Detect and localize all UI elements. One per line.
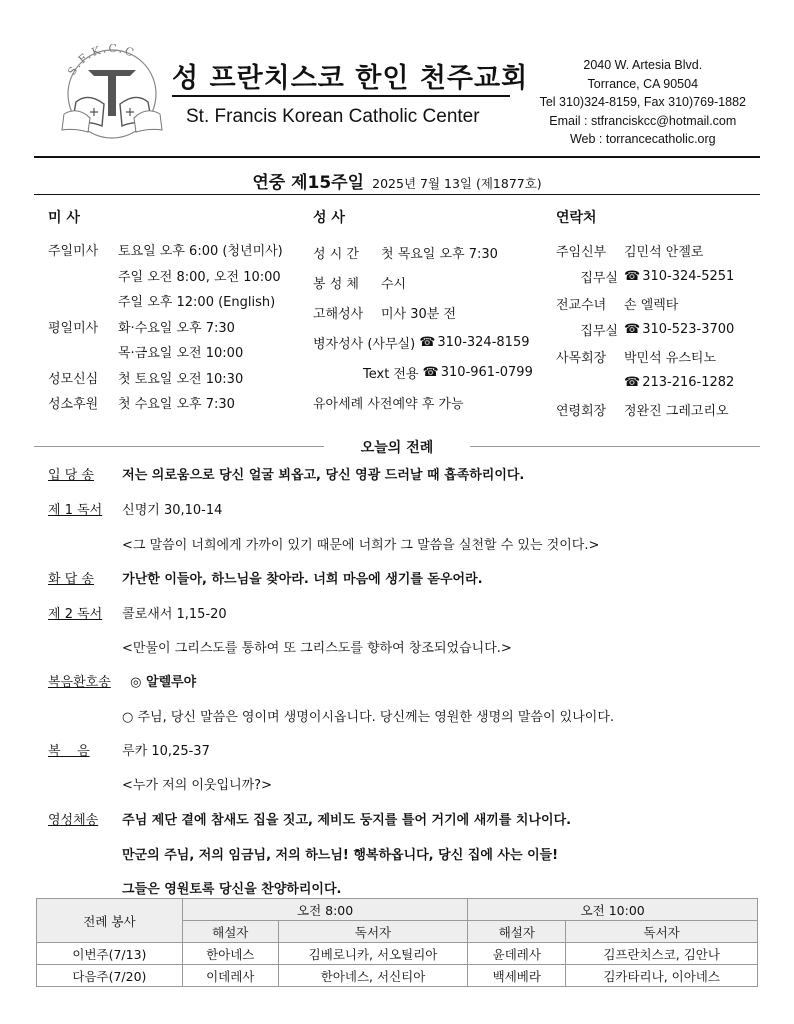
sacrament-value: 미사 30분 전 [381, 306, 457, 322]
mass-label: 평일미사 [48, 320, 99, 336]
rota-lector-10am: 김카타리나, 이아네스 [566, 965, 758, 987]
mass-time: 화·수요일 오후 7:30 [118, 320, 235, 336]
mass-time: 토요일 오후 6:00 (청년미사) [118, 244, 283, 260]
gospel-acclamation [48, 671, 196, 690]
email: Email : stfranciskcc@hotmail.com [549, 113, 737, 128]
rota-lector-8am: 한아네스, 서신티아 [278, 965, 468, 987]
contact-name: 박민석 유스티노 [624, 350, 717, 366]
gospel-summary: <누가 저의 이웃입니까?> [122, 778, 272, 793]
week-divider [34, 194, 760, 195]
sacrament-row [313, 327, 533, 357]
sacrament-value: 첫 목요일 오후 7:30 [381, 246, 498, 262]
first-reading-ref: 신명기 30,10-14 [122, 503, 223, 518]
first-reading [48, 499, 222, 518]
alleluia-text: ◎ 알렐루야 [130, 675, 197, 690]
alleluia-label: 복음환호송 [48, 675, 111, 690]
week-title-bar [0, 168, 794, 193]
mass-row [48, 263, 283, 289]
sacrament-value: 수시 [381, 276, 407, 292]
contact-phone: 310-523-3700 [642, 322, 735, 338]
contacts [556, 207, 734, 423]
rota-commentator-header: 해설자 [468, 921, 566, 943]
week-title: 연중 제15주일 [252, 173, 364, 193]
rota-week: 다음주(7/20) [37, 965, 183, 987]
mass-row [48, 314, 283, 340]
contact-row [556, 237, 734, 264]
sacrament-label: 병자성사 (사무실) [313, 336, 416, 352]
top-divider [34, 156, 760, 158]
contact-name: 정완진 그레고리오 [624, 403, 729, 419]
gospel-label: 복 음 [48, 744, 90, 759]
second-reading-ref: 콜로새서 1,15-20 [122, 607, 227, 622]
sacrament-schedule [313, 207, 533, 417]
psalm-label: 화 답 송 [48, 572, 94, 587]
sacrament-row [313, 237, 533, 267]
responsorial-psalm [48, 568, 483, 587]
sacrament-row [313, 297, 533, 327]
phone-icon: ☎ [422, 364, 439, 380]
communion-antiphon [48, 809, 571, 828]
rota-lector-header: 독서자 [278, 921, 468, 943]
sacrament-label: 고해성사 [313, 306, 364, 322]
contact-row [556, 343, 734, 370]
mass-time: 첫 토요일 오전 10:30 [118, 371, 244, 387]
first-reading-label: 제 1 독서 [48, 503, 103, 518]
mass-row [48, 390, 283, 416]
mass-time: 첫 수요일 오후 7:30 [118, 397, 235, 413]
entrance-antiphon [48, 464, 524, 483]
contact-label: 연령회장 [556, 403, 607, 419]
mass-schedule [48, 207, 283, 416]
mass-label: 주일미사 [48, 244, 99, 260]
rota-commentator-8am: 한아네스 [182, 943, 278, 965]
mass-row [48, 365, 283, 391]
contact-row [556, 396, 734, 423]
entrance-text: 저는 의로움으로 당신 얼굴 뵈옵고, 당신 영광 드러날 때 흡족하리이다. [122, 468, 525, 483]
contact-name: 김민석 안젤로 [624, 244, 704, 260]
contact-label: 집무실 [580, 324, 618, 340]
sacrament-row [313, 357, 533, 387]
mass-heading: 미 사 [48, 210, 80, 226]
contact-row [556, 290, 734, 317]
rota-week: 이번주(7/13) [37, 943, 183, 965]
rota-row [37, 943, 758, 965]
mass-row [48, 288, 283, 314]
mass-time: 주일 오후 12:00 (English) [118, 295, 276, 311]
church-name-english: St. Francis Korean Catholic Center [186, 106, 480, 127]
contact-phone: 213-216-1282 [642, 375, 735, 391]
communion-label: 영성체송 [48, 813, 99, 828]
second-reading [48, 603, 227, 622]
phone-icon: ☎ [624, 269, 641, 285]
second-reading-label: 제 2 독서 [48, 607, 103, 622]
contact-label: 집무실 [580, 271, 618, 287]
address-line2: Torrance, CA 90504 [587, 76, 699, 91]
rota-row [37, 965, 758, 987]
website: Web : torrancecatholic.org [569, 132, 716, 146]
rota-mass1: 오전 8:00 [182, 899, 468, 921]
rota-commentator-header: 해설자 [182, 921, 278, 943]
sacrament-row [313, 267, 533, 297]
gospel [48, 740, 210, 759]
logo-text: S.F.K.C.C [65, 42, 138, 78]
rota-lector-8am: 김베로니카, 서오틸리아 [278, 943, 468, 965]
contact-label: 전교수녀 [556, 297, 607, 313]
contacts-heading: 연락처 [556, 210, 597, 226]
mass-label: 성소후원 [48, 397, 99, 413]
sacrament-heading: 성 사 [313, 210, 345, 226]
rota-commentator-10am: 윤데레사 [468, 943, 566, 965]
contact-row [556, 370, 734, 397]
mass-time: 목·금요일 오전 10:00 [118, 346, 244, 362]
psalm-text: 가난한 이들아, 하느님을 찾아라. 너희 마음에 생기를 돋우어라. [122, 572, 483, 587]
communion-line3: 그들은 영원토록 당신을 찬양하리이다. [122, 882, 342, 897]
communion-line2: 만군의 주님, 저의 임금님, 저의 하느님! 행복하옵니다, 당신 집에 사는 이들! [122, 848, 559, 863]
week-date: 2025년 7월 13일 (제1877호) [372, 176, 542, 191]
church-contact-block [540, 56, 746, 149]
sacrament-label: 성 시 간 [313, 246, 359, 262]
contact-row [556, 317, 734, 344]
first-reading-summary: <그 말씀이 너희에게 가까이 있기 때문에 너희가 그 말씀을 실천할 수 있는 것이다.> [122, 538, 600, 553]
rota-lector-10am: 김프란치스코, 김안나 [566, 943, 758, 965]
address-line1: 2040 W. Artesia Blvd. [583, 58, 703, 72]
rota-corner: 전례 봉사 [37, 899, 183, 943]
mass-label: 성모신심 [48, 371, 99, 387]
phone-icon: ☎ [624, 375, 641, 391]
church-logo [58, 42, 166, 142]
phone-icon: ☎ [419, 334, 436, 350]
sacrament-value: 310-324-8159 [437, 334, 530, 350]
contact-name: 손 엘렉타 [624, 297, 679, 313]
second-reading-summary: <만물이 그리스도를 통하여 또 그리스도를 향하여 창조되었습니다.> [122, 641, 512, 656]
rota-mass2: 오전 10:00 [468, 899, 758, 921]
sacrament-row [313, 387, 533, 417]
tel-fax: Tel 310)324-8159, Fax 310)769-1882 [539, 95, 746, 109]
communion-line1: 주님 제단 곁에 참새도 집을 짓고, 제비도 둥지를 틀어 거기에 새끼를 치나이다. [122, 813, 572, 828]
church-name-korean: 성 프란치스코 한인 천주교회 [172, 63, 529, 94]
mass-row [48, 237, 283, 263]
sacrament-label: Text 전용 [363, 366, 419, 382]
ministry-rota-table [36, 898, 758, 987]
gospel-ref: 루카 10,25-37 [122, 744, 210, 759]
sacrament-value: 310-961-0799 [440, 364, 533, 380]
mass-row [48, 339, 283, 365]
contact-label: 사목회장 [556, 350, 607, 366]
mass-time: 주일 오전 8:00, 오전 10:00 [118, 269, 281, 285]
rota-commentator-8am: 이데레사 [182, 965, 278, 987]
sacrament-value: 유아세례 사전예약 후 가능 [313, 396, 464, 412]
entrance-label: 입 당 송 [48, 468, 94, 483]
liturgy-heading: 오늘의 전례 [360, 440, 434, 456]
rota-lector-header: 독서자 [566, 921, 758, 943]
contact-phone: 310-324-5251 [642, 269, 735, 285]
contact-row [556, 264, 734, 291]
phone-icon: ☎ [624, 322, 641, 338]
sacrament-label: 봉 성 체 [313, 276, 359, 292]
alleluia-verse: ○ 주님, 당신 말씀은 영이며 생명이시옵니다. 당신께는 영원한 생명의 말씀이 있나이다. [122, 710, 615, 725]
rota-commentator-10am: 백세베라 [468, 965, 566, 987]
section-divider-right [470, 446, 760, 447]
title-underline [172, 95, 510, 97]
contact-label: 주임신부 [556, 244, 607, 260]
